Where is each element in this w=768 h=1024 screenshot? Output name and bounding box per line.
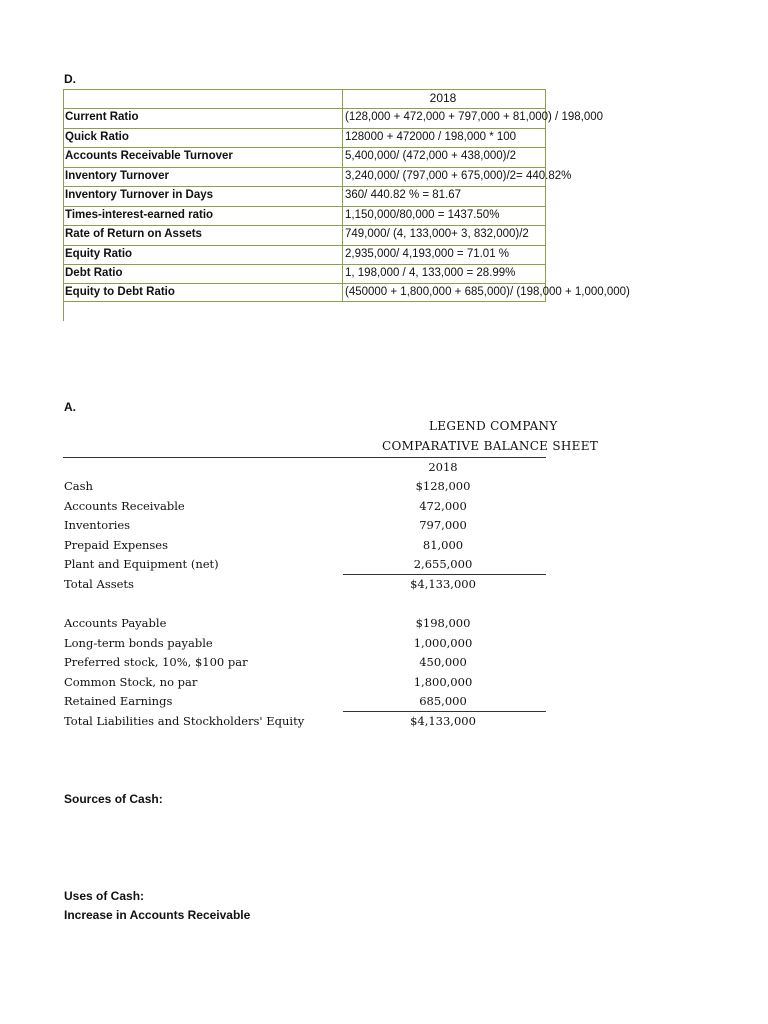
- ratio-formula: 360/ 440.82 % = 81.67: [345, 189, 462, 201]
- ratio-row: [63, 167, 572, 187]
- uses-of-cash-label: Uses of Cash:: [64, 889, 145, 903]
- ratio-formula: 1, 198,000 / 4, 133,000 = 28.99%: [345, 267, 516, 279]
- section-d-label: D.: [64, 72, 76, 86]
- ratio-name: Current Ratio: [65, 111, 139, 123]
- line-label: Retained Earnings: [64, 694, 173, 708]
- ratio-row: [63, 206, 546, 226]
- ratio-row: [63, 128, 546, 148]
- ratio-name: Equity Ratio: [65, 247, 133, 260]
- ratio-name: Debt Ratio: [65, 267, 123, 279]
- line-value: 797,000: [419, 518, 467, 532]
- line-label: Plant and Equipment (net): [64, 557, 219, 571]
- sources-of-cash-label: Sources of Cash:: [64, 792, 163, 806]
- line-label: Total Assets: [64, 577, 134, 591]
- ratio-name: Times-interest-earned ratio: [65, 208, 214, 221]
- ratio-formula: 1,150,000/80,000 = 1437.50%: [345, 208, 500, 221]
- ratio-name: Rate of Return on Assets: [65, 228, 202, 240]
- header-rule: [63, 457, 546, 458]
- line-value: 1,000,000: [413, 635, 473, 650]
- ratio-formula: 3,240,000/ (797,000 + 675,000)/2= 440.82%: [345, 169, 572, 182]
- line-value: 81,000: [422, 537, 464, 552]
- ratio-name: Equity to Debt Ratio: [65, 286, 175, 298]
- statement-title: COMPARATIVE BALANCE SHEET: [382, 439, 599, 453]
- subtotal-rule: [343, 574, 546, 575]
- ratio-formula: (128,000 + 472,000 + 797,000 + 81,000) / 198,000: [345, 111, 604, 123]
- ratio-row: [63, 225, 546, 245]
- ratio-row: [63, 245, 546, 265]
- ratio-row: [63, 108, 604, 128]
- line-value: 472,000: [419, 498, 467, 513]
- year-label: 2018: [428, 460, 458, 474]
- uses-of-cash-item: Increase in Accounts Receivable: [64, 908, 251, 922]
- line-label: Common Stock, no par: [64, 674, 198, 689]
- line-value: $4,133,000: [410, 577, 476, 591]
- line-value: 450,000: [419, 655, 467, 669]
- line-value: 2,655,000: [413, 557, 473, 571]
- line-label: Prepaid Expenses: [64, 537, 169, 552]
- line-label: Cash: [64, 479, 93, 493]
- ratio-row: [63, 283, 630, 303]
- ratio-row: [63, 186, 546, 206]
- ratio-formula: 5,400,000/ (472,000 + 438,000)/2: [345, 150, 517, 162]
- line-value: $128,000: [415, 479, 471, 493]
- line-value: $4,133,000: [410, 714, 476, 728]
- line-value: 1,800,000: [413, 674, 473, 689]
- line-label: Accounts Receivable: [64, 498, 185, 513]
- line-label: Long-term bonds payable: [64, 635, 213, 650]
- ratio-row: [63, 264, 546, 284]
- ratio-name: Inventory Turnover in Days: [65, 189, 214, 201]
- company-name: LEGEND COMPANY: [429, 419, 558, 433]
- line-label: Accounts Payable: [64, 616, 167, 630]
- subtotal-rule: [343, 711, 546, 712]
- ratio-name: Quick Ratio: [65, 130, 129, 143]
- ratio-formula: 749,000/ (4, 133,000+ 3, 832,000)/2: [345, 228, 529, 240]
- ratio-formula: (450000 + 1,800,000 + 685,000)/ (198,000 + 1,000,000): [345, 286, 630, 298]
- ratio-formula: 2,935,000/ 4,193,000 = 71.01 %: [345, 247, 510, 260]
- line-value: $198,000: [415, 616, 471, 630]
- line-value: 685,000: [419, 694, 467, 708]
- line-label: Preferred stock, 10%, $100 par: [64, 655, 248, 669]
- ratio-table: [63, 89, 630, 322]
- ratio-name: Inventory Turnover: [65, 169, 169, 182]
- section-a-label: A.: [64, 400, 76, 414]
- ratio-year-header: 2018: [429, 91, 457, 105]
- ratio-formula: 128000 + 472000 / 198,000 * 100: [345, 130, 517, 143]
- line-label: Total Liabilities and Stockholders' Equity: [64, 714, 305, 728]
- balance-sheet: [63, 414, 599, 734]
- ratio-name: Accounts Receivable Turnover: [65, 150, 233, 162]
- ratio-row: [63, 147, 546, 167]
- line-label: Inventories: [64, 518, 131, 532]
- ratio-table-stub: [63, 301, 64, 321]
